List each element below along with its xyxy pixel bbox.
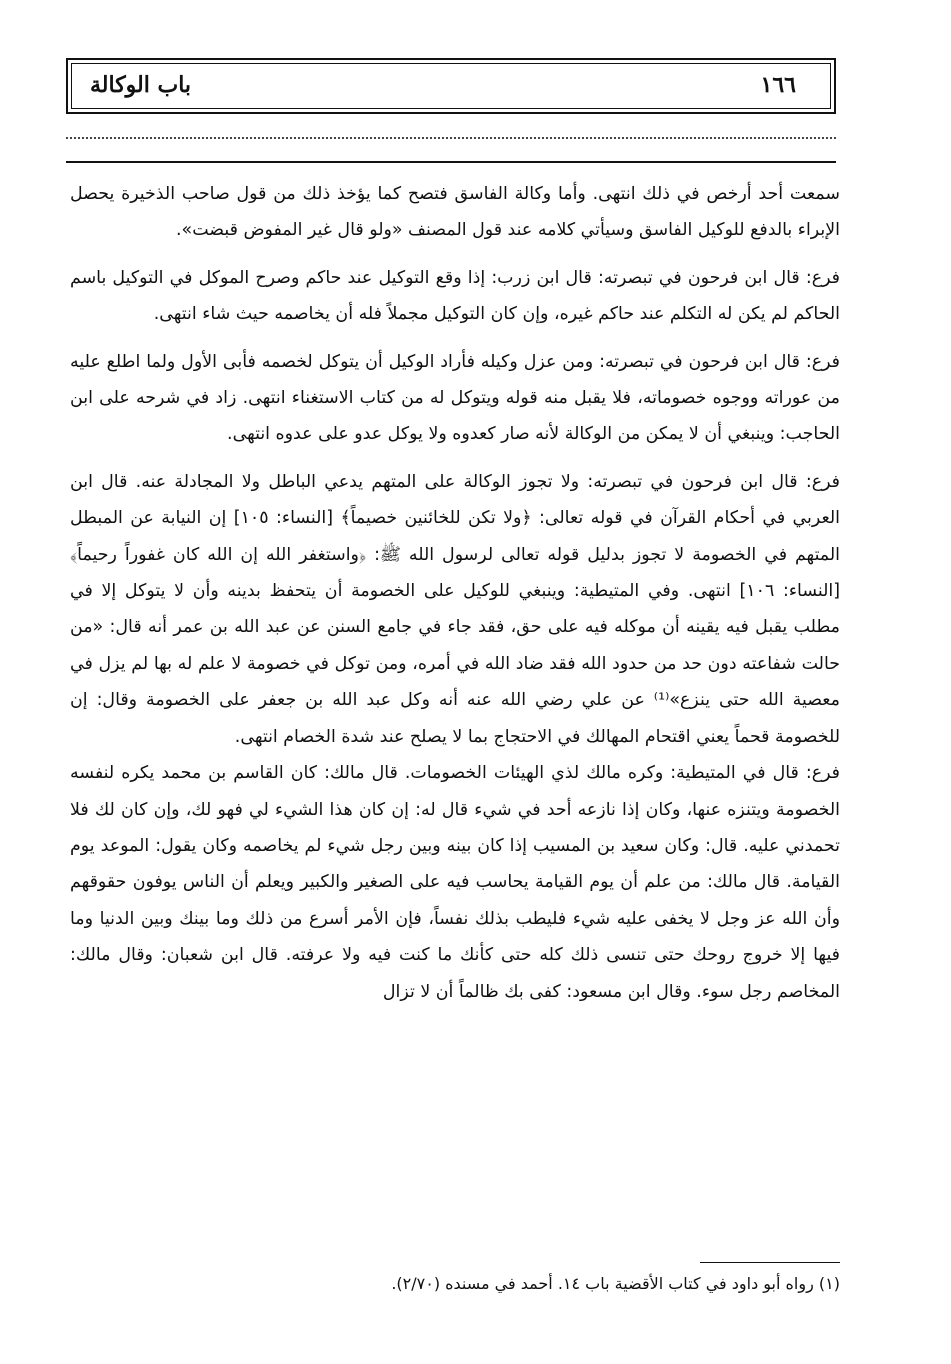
body-text — [70, 176, 840, 1010]
footnote: (١) رواه أبو داود في كتاب الأقضية باب ١٤. أحمد في مسنده (٢/٧٠). — [391, 1274, 840, 1293]
paragraph-3: فرع: قال ابن فرحون في تبصرته: ومن عزل وكيله فأراد الوكيل أن يتوكل لخصمه فأبى الأول ولما اطلع عليه من عوراته ووجوه خصوماته، فلا يقبل منه قوله ويتوكل له من كتاب الاستغناء انتهى. زاد في شرحه على ابن الحاجب: وينبغي أن لا يمكن من الوكالة لأنه صار كعدوه ولا يوكل عدو على عدوه انتهى. — [70, 351, 840, 445]
running-header — [66, 58, 836, 114]
paragraph-5: فرع: قال في المتيطية: وكره مالك لذي الهيئات الخصومات. قال مالك: كان القاسم بن محمد يكره لنفسه الخصومة ويتنزه عنها، وكان إذا نازعه أحد في شيء قال له: إن كان هذا الشيء لي فهو لك، وإن كان لك فلا تحمدني عليه. قال: وكان سعيد بن المسيب إذا كان بينه وبين رجل شيء لم يخاصمه وكان يقول: الموعد يوم القيامة. قال مالك: من علم أن يوم القيامة يحاسب فيه على الصغير والكبير ويعلم أن الناس يوفون حقوقهم وأن الله عز وجل لا يخفى عليه شيء فليطب بذلك نفساً، فإن الأمر أسرع من ذلك وما بينك وبين الدنيا وما فيها إلا خروج روحك حتى تنسى ذلك كله حتى كأنك ما كنت فيه ولا عرفته. قال ابن شعبان: وقال مالك: المخاصم رجل سوء. وقال ابن مسعود: كفى بك ظالماً أن لا تزال — [70, 763, 840, 1002]
paragraph-1: سمعت أحد أرخص في ذلك انتهى. وأما وكالة الفاسق فتصح كما يؤخذ ذلك من قول صاحب الذخيرة يحصل الإبراء بالدفع للوكيل الفاسق وسيأتي كلامه عند قول المصنف «ولو قال غير المفوض قبضت». — [70, 184, 840, 241]
page-number: ١٦٦ — [760, 72, 796, 98]
header-rule — [66, 161, 836, 163]
chapter-title: باب الوكالة — [90, 72, 192, 98]
paragraph-2: فرع: قال ابن فرحون في تبصرته: قال ابن زرب: إذا وقع التوكيل عند حاكم وصرح الموكل في التوكيل باسم الحاكم لم يكن له التكلم عند حاكم غيره، وإن كان التوكيل مجملاً فله أن يخاصمه حيث شاء انتهى. — [70, 267, 840, 325]
footnote-separator — [700, 1262, 840, 1263]
dotted-divider — [66, 137, 836, 139]
paragraph-4: فرع: قال ابن فرحون في تبصرته: ولا تجوز الوكالة على المتهم يدعي الباطل ولا المجادلة عنه. قال ابن العربي في أحكام القرآن في قوله تعالى: ﴿ولا تكن للخائنين خصيماً﴾ [النساء: ١٠٥] إن النيابة عن المبطل المتهم في الخصومة لا تجوز بدليل قوله تعالى لرسول الله ﷺ: ﴿واستغفر الله إن الله كان غفوراً رحيماً﴾ [النساء: ١٠٦] انتهى. وفي المتيطية: وينبغي للوكيل على الخصومة أن يتحفظ بدينه وأن لا يتوكل إلا في مطلب يقبل فيه يقينه أن موكله فيه على حق، فقد جاء في جامع السنن عن عبد الله بن عمر أنه قال: «من حالت شفاعته دون حد من حدود الله فقد ضاد الله في أمره، ومن توكل في خصومة لا علم له بها لم يزل في معصية الله حتى ينزع»⁽¹⁾ عن علي رضي الله عنه أنه وكل عبد الله بن جعفر على الخصومة وقال: إن للخصومة قحماً يعني اقتحام المهالك في الاحتجاج بما لا يصلح عند شدة الخصام انتهى. — [70, 471, 841, 747]
